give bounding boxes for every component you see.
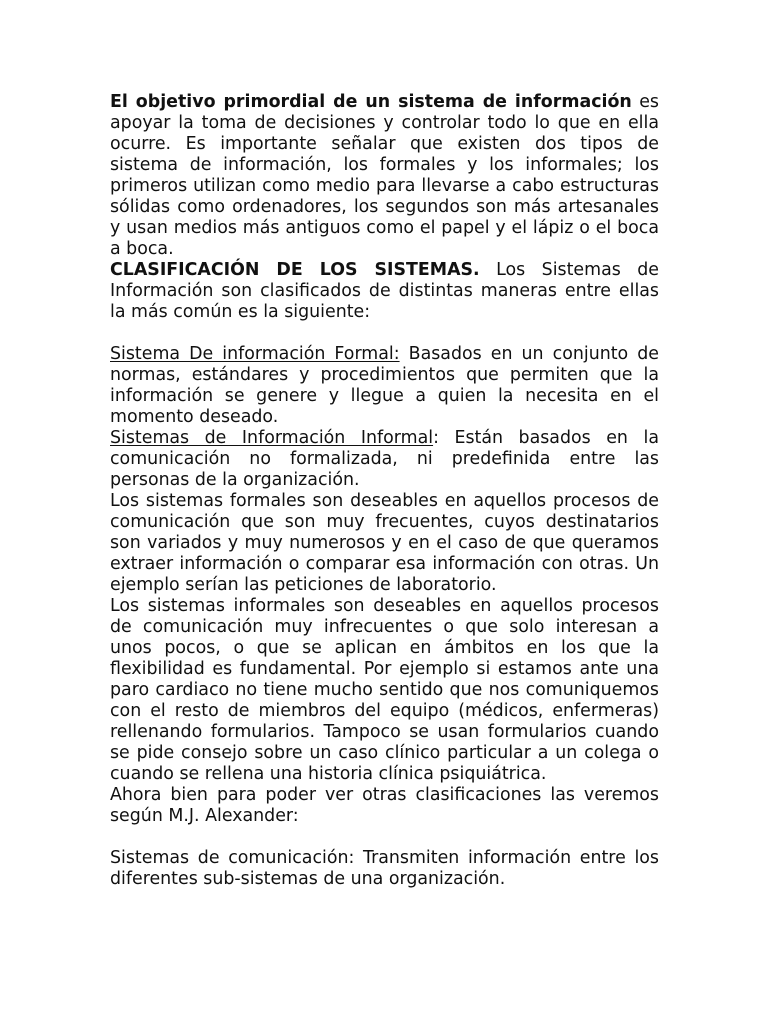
- informal-system-paragraph: [110, 428, 659, 491]
- intro-body-text: es apoyar la toma de decisiones y controlar todo lo que en ella ocurre. Es importante señalar que existen dos tipos de sistema de información, los formales y los informales; los primeros utilizan como medio para llevarse a cabo estructuras sólidas como ordenadores, los segundos son más artesanales y usan medios más antiguos como el papel y el lápiz o el boca a boca.: [110, 92, 659, 259]
- formal-systems-use-paragraph: Los sistemas formales son deseables en aquellos procesos de comunicación que son muy frecuentes, cuyos destinatarios son variados y muy numerosos y en el caso de que queramos extraer información o comparar esa información con otras. Un ejemplo serían las peticiones de laboratorio.: [110, 491, 659, 595]
- classification-heading: CLASIFICACIÓN DE LOS SISTEMAS.: [110, 260, 480, 280]
- intro-paragraph: [110, 92, 659, 260]
- classification-body-text: Los Sistemas de Información son clasificados de distintas maneras entre ellas la más común es la siguiente:: [110, 260, 659, 322]
- alexander-classification-paragraph: Ahora bien para poder ver otras clasificaciones las veremos según M.J. Alexander:: [110, 785, 659, 826]
- intro-lead-bold: El objetivo primordial de un sistema de información: [110, 92, 632, 112]
- informal-systems-use-paragraph: Los sistemas informales son deseables en aquellos procesos de comunicación muy infrecuentes o que solo interesan a unos pocos, o que se aplican en ámbitos en los que la flexibilidad es fundamental. Por ejemplo si estamos ante una paro cardiaco no tiene mucho sentido que nos comuniquemos con el resto de miembros del equipo (médicos, enfermeras) rellenando formularios. Tampoco se usan formularios cuando se pide consejo sobre un caso clínico particular a un colega o cuando se rellena una historia clínica psiquiátrica.: [110, 596, 659, 784]
- blank-line: [110, 827, 659, 848]
- informal-system-definition: : Están basados en la comunicación no formalizada, ni predefinida entre las personas de la organización.: [110, 428, 659, 490]
- blank-line: [110, 323, 659, 344]
- document-body: [110, 92, 659, 890]
- communication-systems-paragraph: Sistemas de comunicación: Transmiten información entre los diferentes sub-sistemas de una organización.: [110, 848, 659, 889]
- formal-system-paragraph: [110, 344, 659, 428]
- classification-paragraph: [110, 260, 659, 323]
- formal-system-term: Sistema De información Formal:: [110, 344, 400, 364]
- formal-system-definition: Basados en un conjunto de normas, estándares y procedimientos que permiten que la información se genere y llegue a quien la necesita en el momento deseado.: [110, 344, 659, 427]
- informal-system-term: Sistemas de Información Informal: [110, 428, 434, 448]
